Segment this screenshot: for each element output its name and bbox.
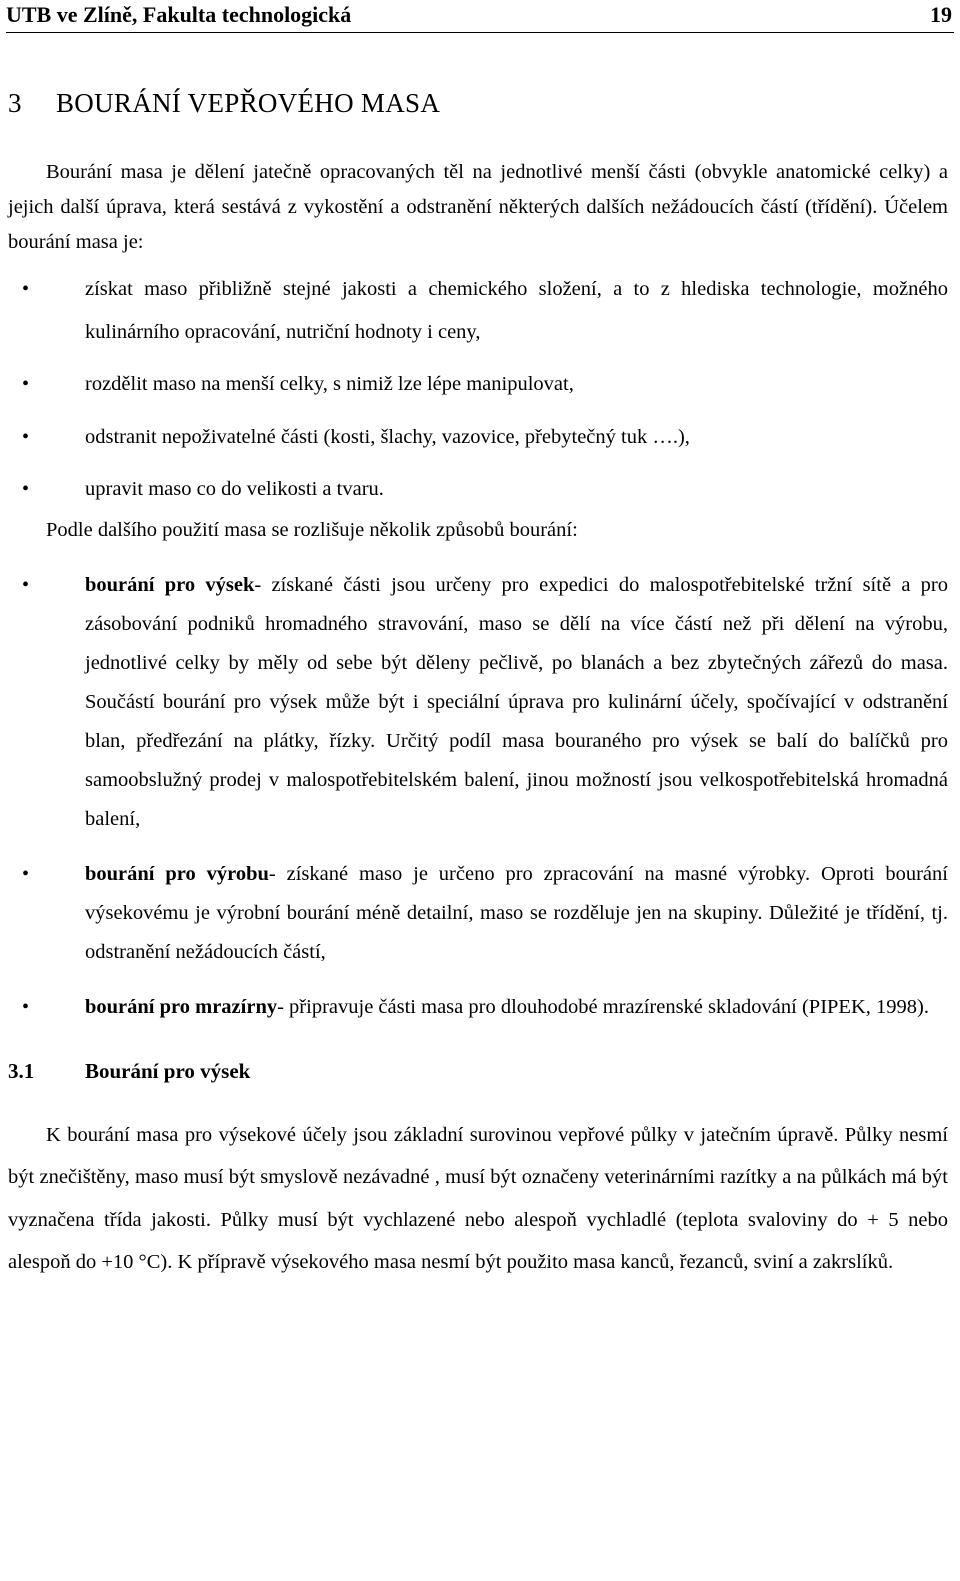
header-institution: UTB ve Zlíně, Fakulta technologická xyxy=(6,2,352,27)
list-item xyxy=(8,268,948,353)
chapter-heading xyxy=(8,88,948,119)
methods-intro: Podle dalšího použití masa se rozlišuje několik způsobů bourání: xyxy=(46,518,578,541)
list-item-text: odstranit nepoživatelné části (kosti, šlachy, vazovice, přebytečný tuk ….), xyxy=(85,425,690,448)
method-text: - získané části jsou určeny pro expedici do malospotřebitelské tržní sítě a pro zásobování podniků hromadného stravování, maso se dělí na více částí než při dělení na výrobu, jednotlivé celky by měly od sebe být děleny pečlivě, po blanách a bez zbytečných zářezů do masa. Součástí bourání pro výsek může být i speciální úprava pro kulinární účely, spočívající v odstranění blan, předřezání na plátky, řízky. Určitý podíl masa bouraného pro výsek se balí do balíčků pro samoobslužný prodej v malospotřebitelském balení, jinou možností jsou velkospotřebitelská hromadná balení, xyxy=(85,573,949,830)
list-item xyxy=(8,566,948,839)
intro-paragraph: Bourání masa je dělení jatečně opracovaných těl na jednotlivé menší části (obvykle anatomické celky) a jejich další úprava, která sestává z vykostění a odstranění některých dalších nežádoucích částí (třídění). Účelem bourání masa je: xyxy=(8,161,948,253)
page-body xyxy=(8,88,948,1284)
bullet-icon: • xyxy=(22,478,30,500)
bullet-icon: • xyxy=(22,573,30,596)
chapter-title: BOURÁNÍ VEPŘOVÉHO MASA xyxy=(56,88,441,118)
method-text: - získané maso je určeno pro zpracování na masné výrobky. Oproti bourání výsekovému je výrobní bourání méně detailní, maso se rozděluje jen na skupiny. Důležité je třídění, tj. odstranění nežádoucích částí, xyxy=(85,862,948,963)
page-number: 19 xyxy=(930,2,952,27)
section-heading xyxy=(8,1059,948,1084)
purpose-list xyxy=(8,268,948,511)
bullet-icon: • xyxy=(22,278,30,300)
method-term: bourání pro výsek xyxy=(85,573,255,596)
bullet-icon: • xyxy=(22,995,30,1018)
bullet-icon: • xyxy=(22,862,30,885)
section-paragraph: K bourání masa pro výsekové účely jsou základní surovinou vepřové půlky v jatečním úpravě. Půlky nesmí být znečištěny, maso musí být smyslově nezávadné , musí být označeny veterinárními razítky a na půlkách má být vyznačena třída jakosti. Půlky musí být vychlazené nebo alespoň vychladlé (teplota svaloviny do + 5 nebo alespoň do +10 °C). K přípravě výsekového masa nesmí být použito masa kanců, řezanců, sviní a zakrslíků. xyxy=(8,1123,948,1273)
bullet-icon: • xyxy=(22,373,30,395)
page-header xyxy=(6,0,954,33)
methods-list xyxy=(8,566,948,1027)
list-item xyxy=(8,363,948,406)
method-text: - připravuje části masa pro dlouhodobé mrazírenské skladování (PIPEK, 1998). xyxy=(277,995,929,1018)
list-item-text: upravit maso co do velikosti a tvaru. xyxy=(85,478,384,500)
list-item xyxy=(8,416,948,459)
section-number: 3.1 xyxy=(8,1058,35,1083)
method-term: bourání pro mrazírny xyxy=(85,995,278,1018)
bullet-icon: • xyxy=(22,425,30,448)
chapter-number: 3 xyxy=(8,88,22,118)
list-item xyxy=(8,855,948,972)
list-item-text: získat maso přibližně stejné jakosti a chemického složení, a to z hlediska technologie, možného kulinárního opracování, nutriční hodnoty i ceny, xyxy=(85,278,948,343)
method-term: bourání pro výrobu xyxy=(85,862,269,885)
section-title: Bourání pro výsek xyxy=(85,1058,251,1083)
list-item-text: rozdělit maso na menší celky, s nimiž lze lépe manipulovat, xyxy=(85,373,574,395)
list-item xyxy=(8,468,948,511)
list-item xyxy=(8,988,948,1027)
